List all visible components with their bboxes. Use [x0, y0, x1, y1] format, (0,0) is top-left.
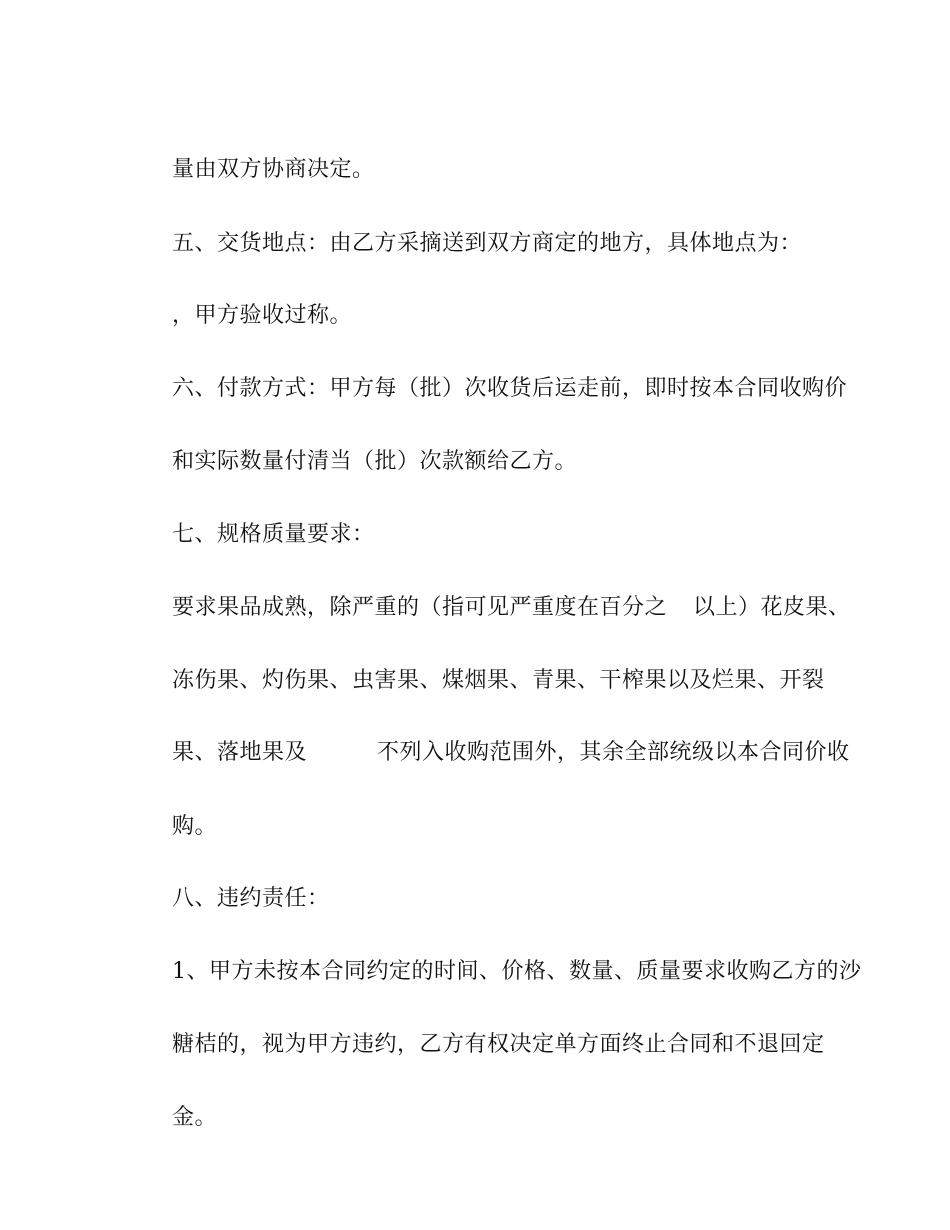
text-line: 1、甲方未按本合同约定的时间、价格、数量、质量要求收购乙方的沙	[171, 959, 862, 984]
text-line: 冻伤果、灼伤果、虫害果、煤烟果、青果、干榨果以及烂果、开裂	[171, 668, 825, 693]
text-line: 八、违约责任：	[171, 886, 330, 911]
text-line: 五、交货地点：由乙方采摘送到双方商定的地方，具体地点为：	[171, 231, 802, 256]
text-line: 要求果品成熟，除严重的（指可见严重度在百分之 以上）花皮果、	[171, 595, 851, 620]
text-line: 糖桔的，视为甲方违约，乙方有权决定单方面终止合同和不退回定	[171, 1032, 825, 1057]
text-line: 六、付款方式：甲方每（批）次收货后运走前，即时按本合同收购价	[171, 376, 847, 401]
text-line: 果、落地果及 不列入收购范围外，其余全部统级以本合同价收	[171, 740, 850, 765]
text-line: 量由双方协商决定。	[171, 157, 375, 182]
text-line: 七、规格质量要求：	[171, 522, 375, 547]
text-line: ，甲方验收过称。	[171, 303, 352, 328]
text-line: 购。	[171, 814, 217, 839]
text-line: 和实际数量付清当（批）次款额给乙方。	[171, 449, 577, 474]
text-line: 金。	[171, 1105, 217, 1130]
